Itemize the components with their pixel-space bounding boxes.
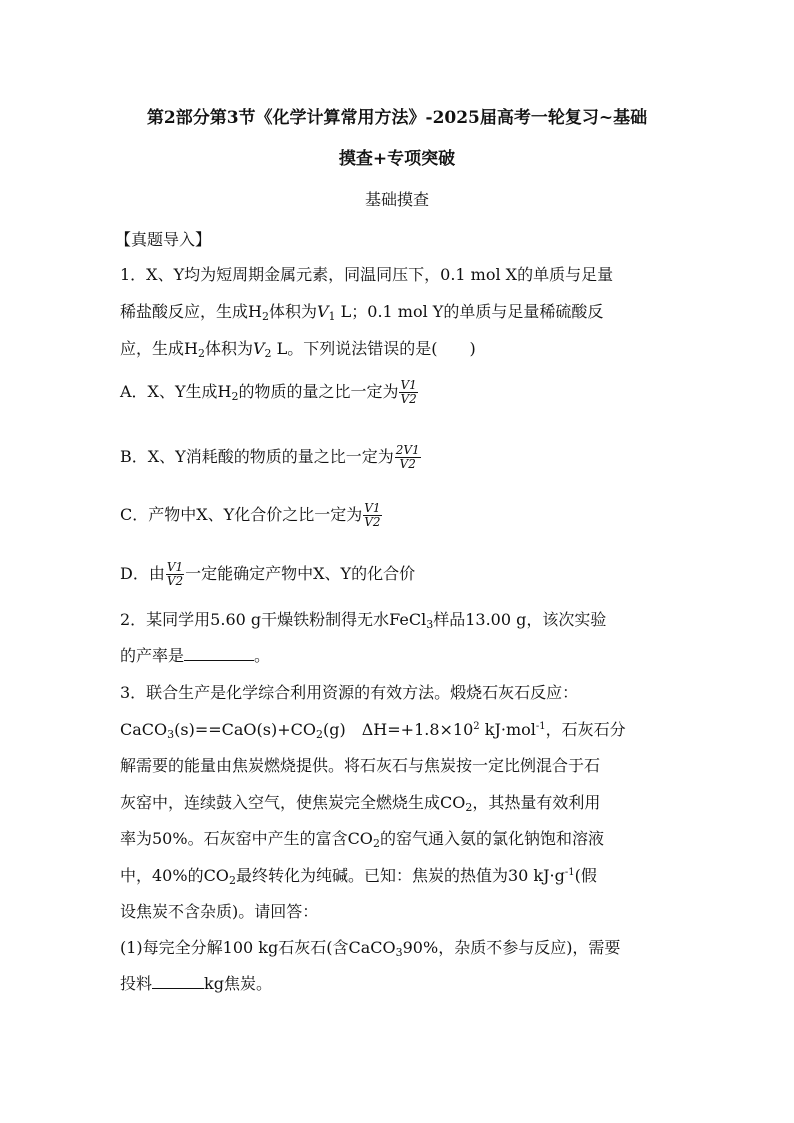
q3-line5: 率为50%。石灰窑中产生的富含$CO_2$的窑气通入氨的氯化钠饱和溶液	[120, 829, 604, 850]
section-heading: 基础摸查	[364, 190, 429, 209]
q1-line3: 应，生成$H_2$体积为$V_2$ L。下列说法错误的是( )	[120, 339, 476, 360]
q1-option-a: A．X、Y生成$H_2$的物质的量之比一定为 $\frac{V1}{V2}$	[120, 378, 417, 406]
q2-line1: 2．某同学用5.60 g干燥铁粉制得无水FeCl$_3$样品13.00 g，该次实验	[120, 610, 607, 631]
q2-line2: 的产率是 。	[120, 646, 271, 665]
doc-title-line2: 摸查+专项突破	[338, 149, 456, 169]
q3-line6: 中，40%的$CO_2$最终转化为纯碱。已知：焦炭的热值为30 $kJ\cdot g^{-1}$(假	[120, 866, 597, 887]
answer-blank	[184, 646, 254, 661]
fraction: $\frac{V1}{V2}$	[166, 560, 184, 588]
q3-line3: 解需要的能量由焦炭燃烧提供。将石灰石与焦炭按一定比例混合于石	[120, 756, 601, 775]
q1-option-c: C．产物中X、Y化合价之比一定为 $\frac{V1}{V2}$	[120, 501, 381, 529]
answer-blank	[152, 974, 204, 989]
q1-option-b: B．X、Y消耗酸的物质的量之比一定为 $\frac{2V1}{V2}$	[120, 443, 420, 471]
doc-title-line1: 第2部分第3节《化学计算常用方法》-2025届高考一轮复习~基础	[146, 108, 648, 128]
fraction: $\frac{V1}{V2}$	[400, 378, 417, 406]
q3-part1-line1: (1)每完全分解100 kg石灰石(含CaCO$_3$90%，杂质不参与反应)，需要	[120, 938, 621, 959]
fraction: $\frac{V1}{V2}$	[364, 501, 381, 529]
q3-line7: 设焦炭不含杂质)。请回答：	[120, 902, 319, 921]
subsection-heading: 【真题导入】	[115, 230, 212, 249]
q1-line2: 稀盐酸反应，生成$H_2$体积为$V_1$ L；0.1 mol Y的单质与足量稀硫酸反	[120, 302, 604, 323]
q1-option-d: D．由 $\frac{V1}{V2}$ 一定能确定产物中X、Y的化合价	[120, 560, 416, 588]
q3-line2-equation: $CaCO_3(s)==CaO(s)+CO_2(g)$ $\Delta H=+1.8\times 10^2$ kJ·mol$^{-1}$，石灰石分	[120, 720, 626, 741]
q3-part1-line2: 投料 kg焦炭。	[120, 974, 272, 993]
q3-line1: 3．联合生产是化学综合利用资源的有效方法。煅烧石灰石反应：	[120, 683, 579, 702]
q3-line4: 灰窑中，连续鼓入空气，使焦炭完全燃烧生成$CO_2$，其热量有效利用	[120, 793, 601, 814]
fraction: $\frac{2V1}{V2}$	[395, 443, 420, 471]
q1-line1: 1．X、Y均为短周期金属元素，同温同压下，0.1 mol X的单质与足量	[120, 265, 614, 284]
